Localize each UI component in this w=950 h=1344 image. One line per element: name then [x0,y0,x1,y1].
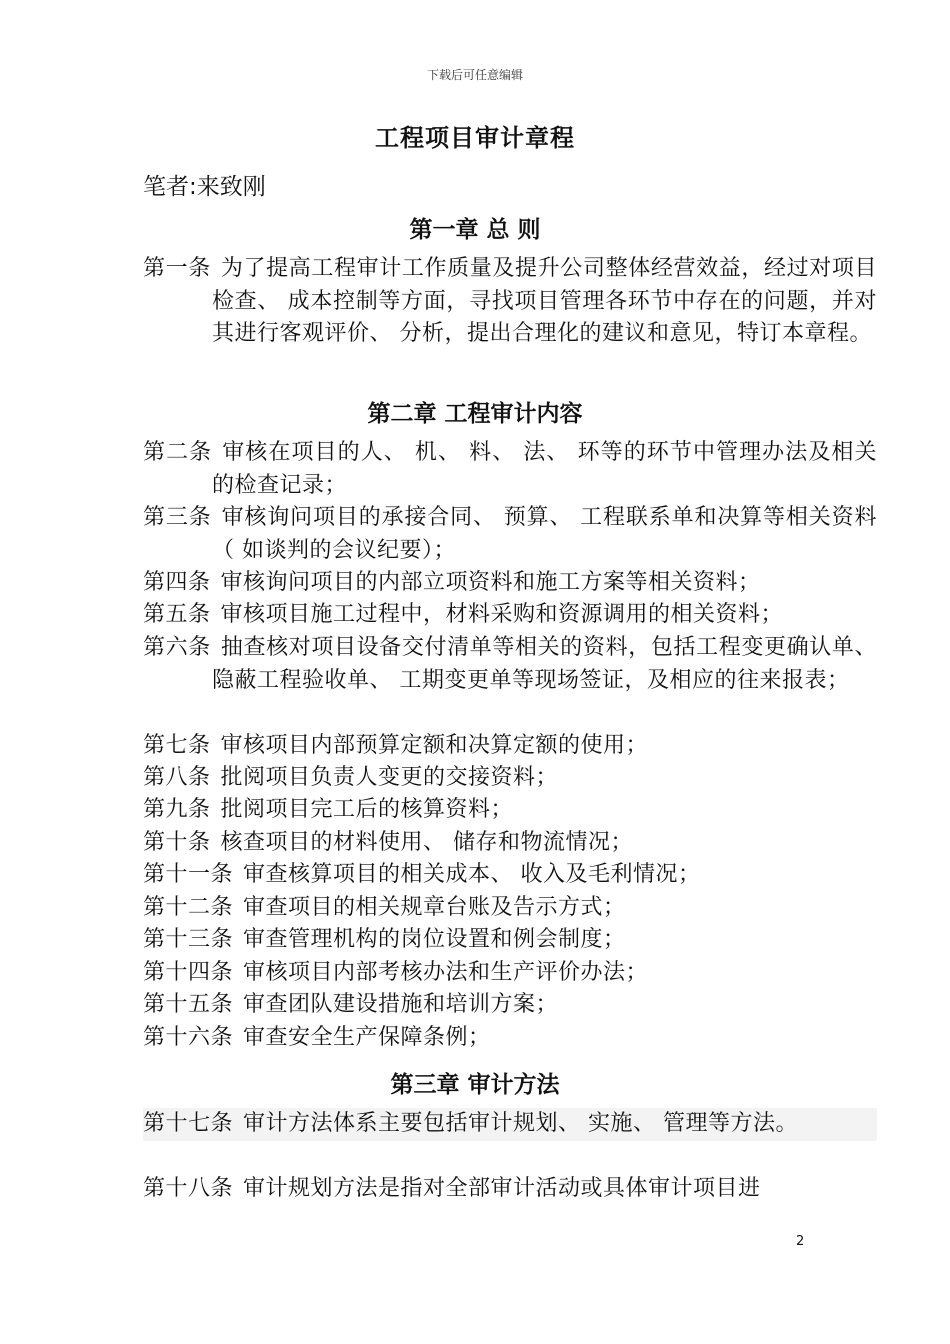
article-number: 第五条 [143,602,211,627]
article-16 [143,1022,877,1055]
article-number: 第十六条 [143,1025,234,1050]
article-text: 审计规划方法是指对全部审计活动或具体审计项目进 [243,1176,761,1201]
article-text: 抽查核对项目设备交付清单等相关的资料，包括工程变更确认单、 隐蔽工程验收单、 工期变更单等现场签证，及相应的往来报表； [212,635,877,693]
article-number: 第九条 [143,797,211,822]
page-number: 2 [796,1234,805,1249]
article-number: 第十条 [143,830,211,855]
chapter-1-heading: 第一章 总 则 [409,217,541,243]
article-10 [143,827,877,860]
article-text: 审查项目的相关规章台账及告示方式； [243,895,626,920]
article-number: 第十一条 [143,862,234,887]
article-17 [143,1108,877,1141]
article-number: 第十四条 [143,960,234,985]
article-text: 审查核算项目的相关成本、 收入及毛利情况； [243,862,701,887]
article-11 [143,859,877,892]
article-text: 审核在项目的人、 机、 料、 法、 环等的环节中管理办法及相关的检查记录； [212,440,877,498]
article-text: 为了提高工程审计工作质量及提升公司整体经营效益，经过对项目检查、 成本控制等方面，寻找项目管理各环节中存在的问题，并对其进行客观评价、 分析，提出合理化的建议和意见，特订本章程。 [212,256,877,346]
article-text: 审查管理机构的岗位设置和例会制度； [243,927,626,952]
article-6 [143,632,877,697]
article-number: 第七条 [143,733,211,758]
article-number: 第十三条 [143,927,234,952]
article-14 [143,957,877,990]
article-number: 第十二条 [143,895,234,920]
article-number: 第一条 [143,256,211,281]
article-number: 第三条 [143,505,212,530]
page-header: 下载后可任意编辑 [426,68,523,82]
article-text: 审核项目内部预算定额和决算定额的使用； [220,733,649,758]
article-3 [143,502,877,567]
article-number: 第八条 [143,765,211,790]
chapter-3-heading: 第三章 审计方法 [390,1072,560,1098]
article-number: 第二条 [143,440,213,465]
article-1 [143,253,877,351]
article-18 [143,1173,877,1206]
article-number: 第十七条 [143,1111,234,1136]
article-text: 审核询问项目的承接合同、 预算、 工程联系单和决算等相关资料（ 如谈判的会议纪要）； [212,505,877,563]
article-text: 审核项目内部考核办法和生产评价办法； [243,960,649,985]
article-text: 核查项目的材料使用、 储存和物流情况； [220,830,634,855]
article-text: 审计方法体系主要包括审计规划、 实施、 管理等方法。 [243,1111,799,1136]
article-number: 第十五条 [143,992,234,1017]
article-8 [143,762,877,795]
article-text: 审核项目施工过程中，材料采购和资源调用的相关资料； [220,602,784,627]
article-5 [143,599,877,632]
article-number: 第四条 [143,570,211,595]
article-12 [143,892,877,925]
article-text: 审查团队建设措施和培训方案； [243,992,559,1017]
article-number: 第十八条 [143,1176,234,1201]
article-text: 审核询问项目的内部立项资料和施工方案等相关资料； [220,570,761,595]
author-line: 笔者:来致刚 [143,174,266,200]
article-2 [143,437,877,502]
article-number: 第六条 [143,635,211,660]
article-text: 批阅项目完工后的核算资料； [220,797,514,822]
article-7 [143,730,877,763]
article-text: 批阅项目负责人变更的交接资料； [220,765,559,790]
article-13 [143,924,877,957]
article-text: 审查安全生产保障条例； [243,1025,491,1050]
article-9 [143,794,877,827]
article-15 [143,989,877,1022]
document-title: 工程项目审计章程 [375,124,575,152]
article-4 [143,567,877,600]
chapter-2-heading: 第二章 工程审计内容 [367,401,583,427]
